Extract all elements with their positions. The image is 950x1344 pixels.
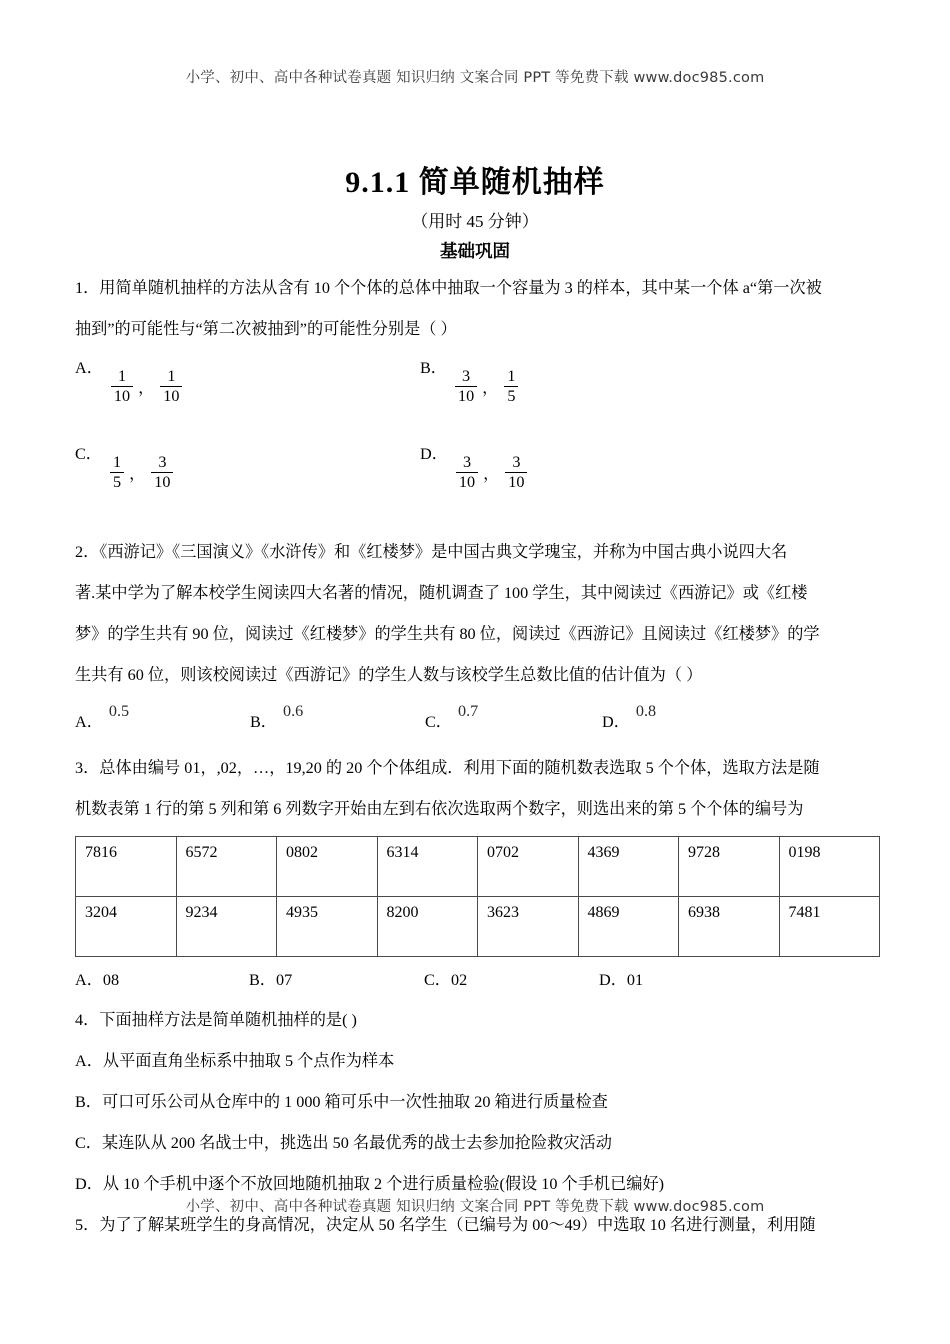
- fraction-2: [505, 453, 527, 492]
- option-value: 0.8: [635, 702, 657, 720]
- option-label: D．: [602, 713, 630, 731]
- denominator: 10: [458, 473, 476, 492]
- table-row: [76, 897, 880, 957]
- fraction-1: [110, 453, 124, 492]
- table-cell: 3623: [478, 897, 579, 957]
- question-2-line-2: 著.某中学为了解本校学生阅读四大名著的情况，随机调查了 100 学生，其中阅读过《西游记》或《红楼: [75, 584, 808, 602]
- option-label: A．: [75, 713, 103, 731]
- running-header: 小学、初中、高中各种试卷真题 知识归纳 文案合同 PPT 等免费下载 www.doc985.com: [185, 70, 765, 86]
- option-label: B．: [420, 359, 447, 377]
- table-cell: 6572: [176, 837, 277, 897]
- table-cell: 7481: [779, 897, 880, 957]
- numerator: 3: [505, 453, 527, 473]
- question-2-options-row: [75, 696, 880, 738]
- table-cell: 4935: [277, 897, 378, 957]
- question-2-line-1: 2．《西游记》《三国演义》《水浒传》和《红楼梦》是中国古典文学瑰宝，并称为中国古典小说四大名: [75, 543, 788, 561]
- question-5-line-1: 5．为了了解某班学生的身高情况，决定从 50 名学生（已编号为 00～49）中选取 10 名进行测量，利用随: [75, 1216, 816, 1234]
- option-label: B．: [250, 713, 277, 731]
- numerator: 1: [111, 367, 133, 387]
- question-2-option-b[interactable]: [250, 702, 304, 732]
- numerator: 1: [504, 367, 518, 387]
- table-cell: 6938: [679, 897, 780, 957]
- question-1-option-a[interactable]: [75, 354, 182, 406]
- table-cell: 3204: [76, 897, 177, 957]
- section-heading: 基础巩固: [440, 241, 510, 261]
- fraction-2: [160, 367, 182, 406]
- question-2-line-3: 梦》的学生共有 90 位，阅读过《红楼梦》的学生共有 80 位，阅读过《西游记》且阅读过《红楼梦》的学: [75, 625, 820, 643]
- option-separator: ，: [138, 379, 155, 398]
- numerator: 3: [456, 453, 478, 473]
- question-1-line-1: 1．用简单随机抽样的方法从含有 10 个个体的总体中抽取一个容量为 3 的样本，其中某一个体 a“第一次被: [75, 279, 822, 297]
- time-allowance-subtitle: （用时 45 分钟）: [411, 212, 539, 231]
- question-4-option-b[interactable]: B．可口可乐公司从仓库中的 1 000 箱可乐中一次性抽取 20 箱进行质量检查: [75, 1093, 608, 1111]
- question-body: [75, 268, 880, 1246]
- question-2-option-a[interactable]: [75, 702, 130, 732]
- table-cell: 0198: [779, 837, 880, 897]
- table-cell: 4869: [578, 897, 679, 957]
- question-1-option-c[interactable]: [75, 440, 173, 492]
- running-footer: 小学、初中、高中各种试卷真题 知识归纳 文案合同 PPT 等免费下载 www.doc985.com: [185, 1199, 765, 1215]
- option-separator: ，: [129, 465, 146, 484]
- option-label: C．: [75, 445, 102, 463]
- table-cell: 0802: [277, 837, 378, 897]
- question-4-option-c[interactable]: C．某连队从 200 名战士中，挑选出 50 名最优秀的战士去参加抢险救灾活动: [75, 1134, 612, 1152]
- denominator: 5: [112, 473, 122, 492]
- table-row: [76, 837, 880, 897]
- fraction-2: [504, 367, 518, 406]
- table-cell: 8200: [377, 897, 478, 957]
- question-3-option-b[interactable]: B．07: [249, 971, 293, 989]
- spacer: [75, 738, 880, 748]
- table-cell: 4369: [578, 837, 679, 897]
- question-2-option-d[interactable]: [602, 702, 657, 732]
- fraction-2: [151, 453, 173, 492]
- option-value: 0.7: [457, 702, 479, 720]
- fraction-1: [455, 367, 477, 406]
- question-3-option-d[interactable]: D．01: [599, 971, 644, 989]
- numerator: 1: [160, 367, 182, 387]
- spacer: [75, 522, 880, 532]
- question-2-option-c[interactable]: [425, 702, 479, 732]
- question-3-option-c[interactable]: C．02: [424, 971, 468, 989]
- option-separator: ，: [483, 465, 500, 484]
- question-1-option-d[interactable]: [420, 440, 527, 492]
- question-4-option-d[interactable]: D．从 10 个手机中逐个不放回地随机抽取 2 个进行质量检验(假设 10 个手机已编好): [75, 1175, 665, 1193]
- numerator: 1: [110, 453, 124, 473]
- denominator: 10: [163, 387, 180, 406]
- fraction-1: [456, 453, 478, 492]
- option-value: 0.6: [282, 702, 304, 720]
- option-value: 0.5: [108, 702, 130, 720]
- question-2-line-4: 生共有 60 位，则该校阅读过《西游记》的学生人数与该校学生总数比值的估计值为（ ）: [75, 666, 703, 684]
- denominator: 10: [508, 473, 525, 492]
- question-3-line-2: 机数表第 1 行的第 5 列和第 6 列数字开始由左到右依次选取两个数字，则选出来的第 5 个个体的编号为: [75, 800, 804, 818]
- question-3-line-1: 3．总体由编号 01，,02，…，19,20 的 20 个个体组成．利用下面的随机数表选取 5 个个体，选取方法是随: [75, 759, 820, 777]
- random-number-table: [75, 836, 880, 957]
- option-label: A．: [75, 359, 103, 377]
- table-cell: 6314: [377, 837, 478, 897]
- denominator: 10: [154, 473, 171, 492]
- question-1-line-2: 抽到”的可能性与“第二次被抽到”的可能性分别是（ ）: [75, 320, 457, 338]
- denominator: 5: [507, 387, 516, 406]
- numerator: 3: [455, 367, 477, 387]
- question-4-stem: 4．下面抽样方法是简单随机抽样的是( ): [75, 1011, 357, 1029]
- option-label: C．: [425, 713, 452, 731]
- table-cell: 9234: [176, 897, 277, 957]
- table-cell: 7816: [76, 837, 177, 897]
- table-cell: 9728: [679, 837, 780, 897]
- question-3-option-a[interactable]: A．08: [75, 971, 120, 989]
- option-separator: ，: [482, 379, 499, 398]
- option-label: D．: [420, 445, 448, 463]
- denominator: 10: [113, 387, 131, 406]
- denominator: 10: [457, 387, 475, 406]
- table-cell: 0702: [478, 837, 579, 897]
- question-3-options-row: [75, 960, 880, 1000]
- question-1-option-b[interactable]: [420, 354, 518, 406]
- numerator: 3: [151, 453, 173, 473]
- question-4-option-a[interactable]: A．从平面直角坐标系中抽取 5 个点作为样本: [75, 1052, 395, 1070]
- page-title: 9.1.1 简单随机抽样: [345, 166, 605, 200]
- question-1-options-row-1: [75, 350, 880, 436]
- question-1-options-row-2: [75, 436, 880, 522]
- fraction-1: [111, 367, 133, 406]
